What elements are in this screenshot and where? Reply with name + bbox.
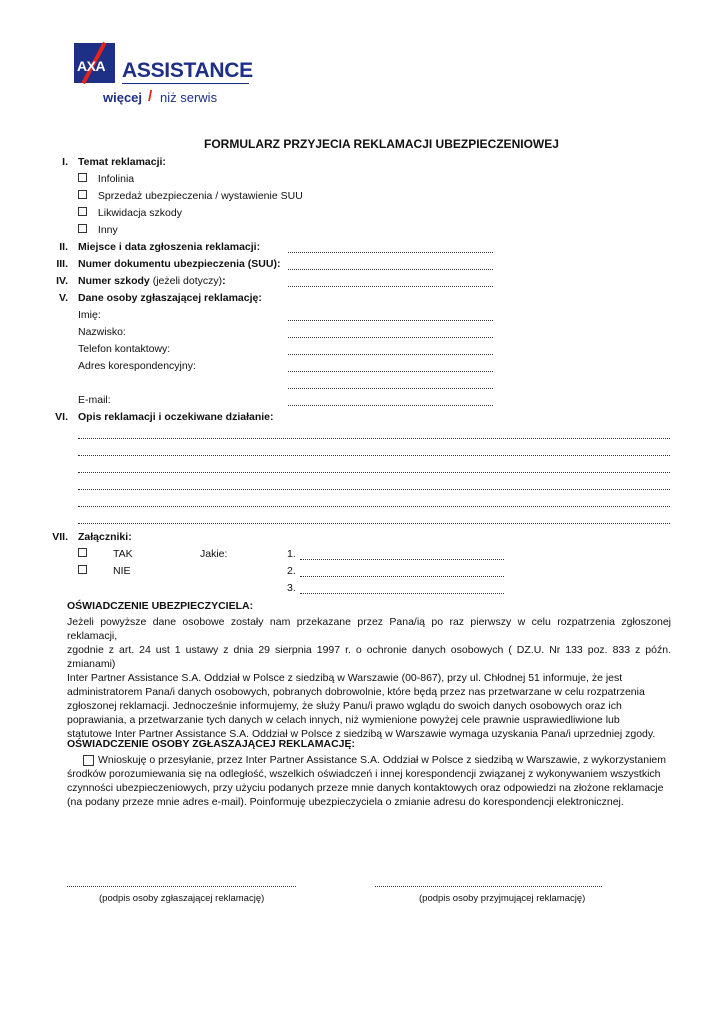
- attachment-1-input-line[interactable]: [300, 559, 504, 560]
- last-name-input-line[interactable]: [288, 337, 493, 338]
- description-input-line[interactable]: [78, 506, 670, 507]
- section-7-label: Załączniki:: [78, 531, 132, 543]
- statement-line: czynności ubezpieczeniowych, przy użyciu podanych przeze mnie danych kontaktowych oraz odpowiedzi na złożone reklamacje: [67, 782, 664, 794]
- description-input-line[interactable]: [78, 523, 670, 524]
- topic-option-inny[interactable]: [78, 224, 118, 237]
- checkbox-icon[interactable]: [78, 548, 87, 557]
- option-label: Infolinia: [97, 173, 135, 185]
- logo-underline: [122, 83, 249, 84]
- checkbox-icon[interactable]: [78, 190, 87, 199]
- section-3-label: Numer dokumentu ubezpieczenia (SUU):: [78, 258, 281, 270]
- topic-option-likwidacja[interactable]: [78, 207, 182, 220]
- statement-line: statutowe Inter Partner Assistance S.A. Oddział w Polsce z siedzibą w Warszawie wymaga uzyskania Pana/i uprzedniej zgody.: [67, 728, 656, 740]
- topic-option-infolinia[interactable]: [78, 173, 134, 186]
- receiver-signature-caption: (podpis osoby przyjmującej reklamację): [419, 893, 586, 904]
- first-name-input-line[interactable]: [288, 320, 493, 321]
- attachments-yes-option[interactable]: [78, 548, 87, 561]
- field-label-email: E-mail:: [78, 394, 111, 406]
- section-6-number: VI.: [55, 411, 68, 423]
- description-input-line[interactable]: [78, 438, 670, 439]
- attachment-number-2: 2.: [287, 565, 296, 577]
- section-1-label: Temat reklamacji:: [78, 156, 166, 168]
- receiver-signature-line[interactable]: [375, 886, 602, 887]
- section-1-number: I.: [62, 156, 68, 168]
- field-label-last-name: Nazwisko:: [78, 326, 126, 338]
- section-4-label-colon: :: [222, 275, 226, 287]
- statement-line: (na podany przeze mnie adres e-mail). Poinformuję ubezpieczyciela o zmianie adresu do korespondencji elektronicznej.: [67, 796, 624, 808]
- page-title: FORMULARZ PRZYJECIA REKLAMACJI UBEZPIECZENIOWEJ: [204, 137, 559, 151]
- option-label: Likwidacja szkody: [97, 207, 182, 219]
- statement-line: środków porozumiewania się na odległość, wszelkich oświadczeń i innej korespondencji związanej z wykonywaniem wszystkich: [67, 768, 661, 780]
- section-4-label-note: (jeżeli dotyczy): [149, 275, 223, 287]
- claim-number-input-line[interactable]: [288, 286, 493, 287]
- complainant-signature-caption: (podpis osoby zgłaszającej reklamację): [99, 893, 265, 904]
- logo-tagline-slash: /: [148, 88, 153, 105]
- section-4-label-bold: Numer szkody: [78, 275, 150, 287]
- attachment-2-input-line[interactable]: [300, 576, 504, 577]
- statement-line: administratorem Pana/i danych osobowych, pobranych dobrowolnie, które będą przez nas przetwarzane w celu rozpatrzenia: [67, 686, 645, 698]
- section-3-number: III.: [56, 258, 68, 270]
- attachments-which-label: Jakie:: [200, 548, 228, 560]
- topic-option-sprzedaz[interactable]: [78, 190, 303, 203]
- checkbox-icon[interactable]: [78, 224, 87, 233]
- complainant-statement-body: [67, 753, 671, 809]
- attachment-number-1: 1.: [287, 548, 296, 560]
- attachment-number-3: 3.: [287, 582, 296, 594]
- field-label-phone: Telefon kontaktowy:: [78, 343, 171, 355]
- section-5-label: Dane osoby zgłaszającej reklamację:: [78, 292, 262, 304]
- checkbox-icon[interactable]: [78, 565, 87, 574]
- complainant-statement-heading: OŚWIADCZENIE OSOBY ZGŁASZAJĄCEJ REKLAMACJĘ:: [67, 738, 355, 750]
- description-input-line[interactable]: [78, 455, 670, 456]
- statement-line: poprawiania, a przetwarzanie tych danych w celach innych, niż wymienione powyżej cele prawnie usprawiedliwione lub: [67, 714, 620, 726]
- policy-number-input-line[interactable]: [288, 269, 493, 270]
- section-5-number: V.: [59, 292, 68, 304]
- statement-line: Jeżeli powyższe dane osobowe zostały nam przekazane przez Pana/ią po raz pierwszy w celu rozpatrzenia zgłoszonej reklamacji,: [67, 616, 671, 642]
- statement-line: Inter Partner Assistance S.A. Oddział w Polsce z siedzibą w Warszawie (00-867), przy ul. Chłodnej 51 informuje, że jest: [67, 672, 623, 684]
- statement-line: zgodnie z art. 24 ust 1 ustawy z dnia 29 sierpnia 1997 r. o ochronie danych osobowych ( DZ.U. Nr 133 poz. 833 z późn. zmianami): [67, 644, 671, 670]
- address-input-line-1[interactable]: [288, 371, 493, 372]
- section-4-label: [78, 275, 226, 288]
- statement-line: Wnioskuję o przesyłanie, przez Inter Partner Assistance S.A. Oddział w Polsce z siedzibą w Warszawie, z wykorzystaniem: [98, 754, 666, 766]
- attachments-no-option[interactable]: [78, 565, 87, 578]
- logo-assistance-text: ASSISTANCE: [122, 59, 253, 82]
- complainant-signature-line[interactable]: [67, 886, 296, 887]
- section-4-number: IV.: [56, 275, 68, 287]
- logo-axa-text: AXA: [77, 58, 106, 74]
- section-2-number: II.: [59, 241, 68, 253]
- checkbox-icon[interactable]: [78, 207, 87, 216]
- attachment-3-input-line[interactable]: [300, 593, 504, 594]
- description-input-line[interactable]: [78, 472, 670, 473]
- statement-line: zgłoszonej reklamacji. Jednocześnie informujemy, że służy Panu/i prawo wglądu do swoich danych osobowych oraz ich: [67, 700, 622, 712]
- phone-input-line[interactable]: [288, 354, 493, 355]
- logo-tagline-rest: niż serwis: [160, 90, 218, 105]
- section-7-number: VII.: [52, 531, 68, 543]
- checkbox-icon[interactable]: [78, 173, 87, 182]
- place-date-input-line[interactable]: [288, 252, 493, 253]
- address-input-line-2[interactable]: [288, 388, 493, 389]
- attachments-yes-label: TAK: [113, 548, 133, 560]
- description-input-line[interactable]: [78, 489, 670, 490]
- field-label-address: Adres korespondencyjny:: [78, 360, 196, 372]
- email-input-line[interactable]: [288, 405, 493, 406]
- option-label: Inny: [97, 224, 118, 236]
- logo-tagline-bold: więcej: [103, 90, 143, 105]
- option-label: Sprzedaż ubezpieczenia / wystawienie SUU: [97, 190, 303, 202]
- insurer-statement-heading: OŚWIADCZENIE UBEZPIECZYCIELA:: [67, 600, 254, 612]
- insurer-statement-body: [67, 615, 671, 741]
- attachments-no-label: NIE: [113, 565, 131, 577]
- section-2-label: Miejsce i data zgłoszenia reklamacji:: [78, 241, 261, 253]
- section-6-label: Opis reklamacji i oczekiwane działanie:: [78, 411, 274, 423]
- field-label-first-name: Imię:: [78, 309, 101, 321]
